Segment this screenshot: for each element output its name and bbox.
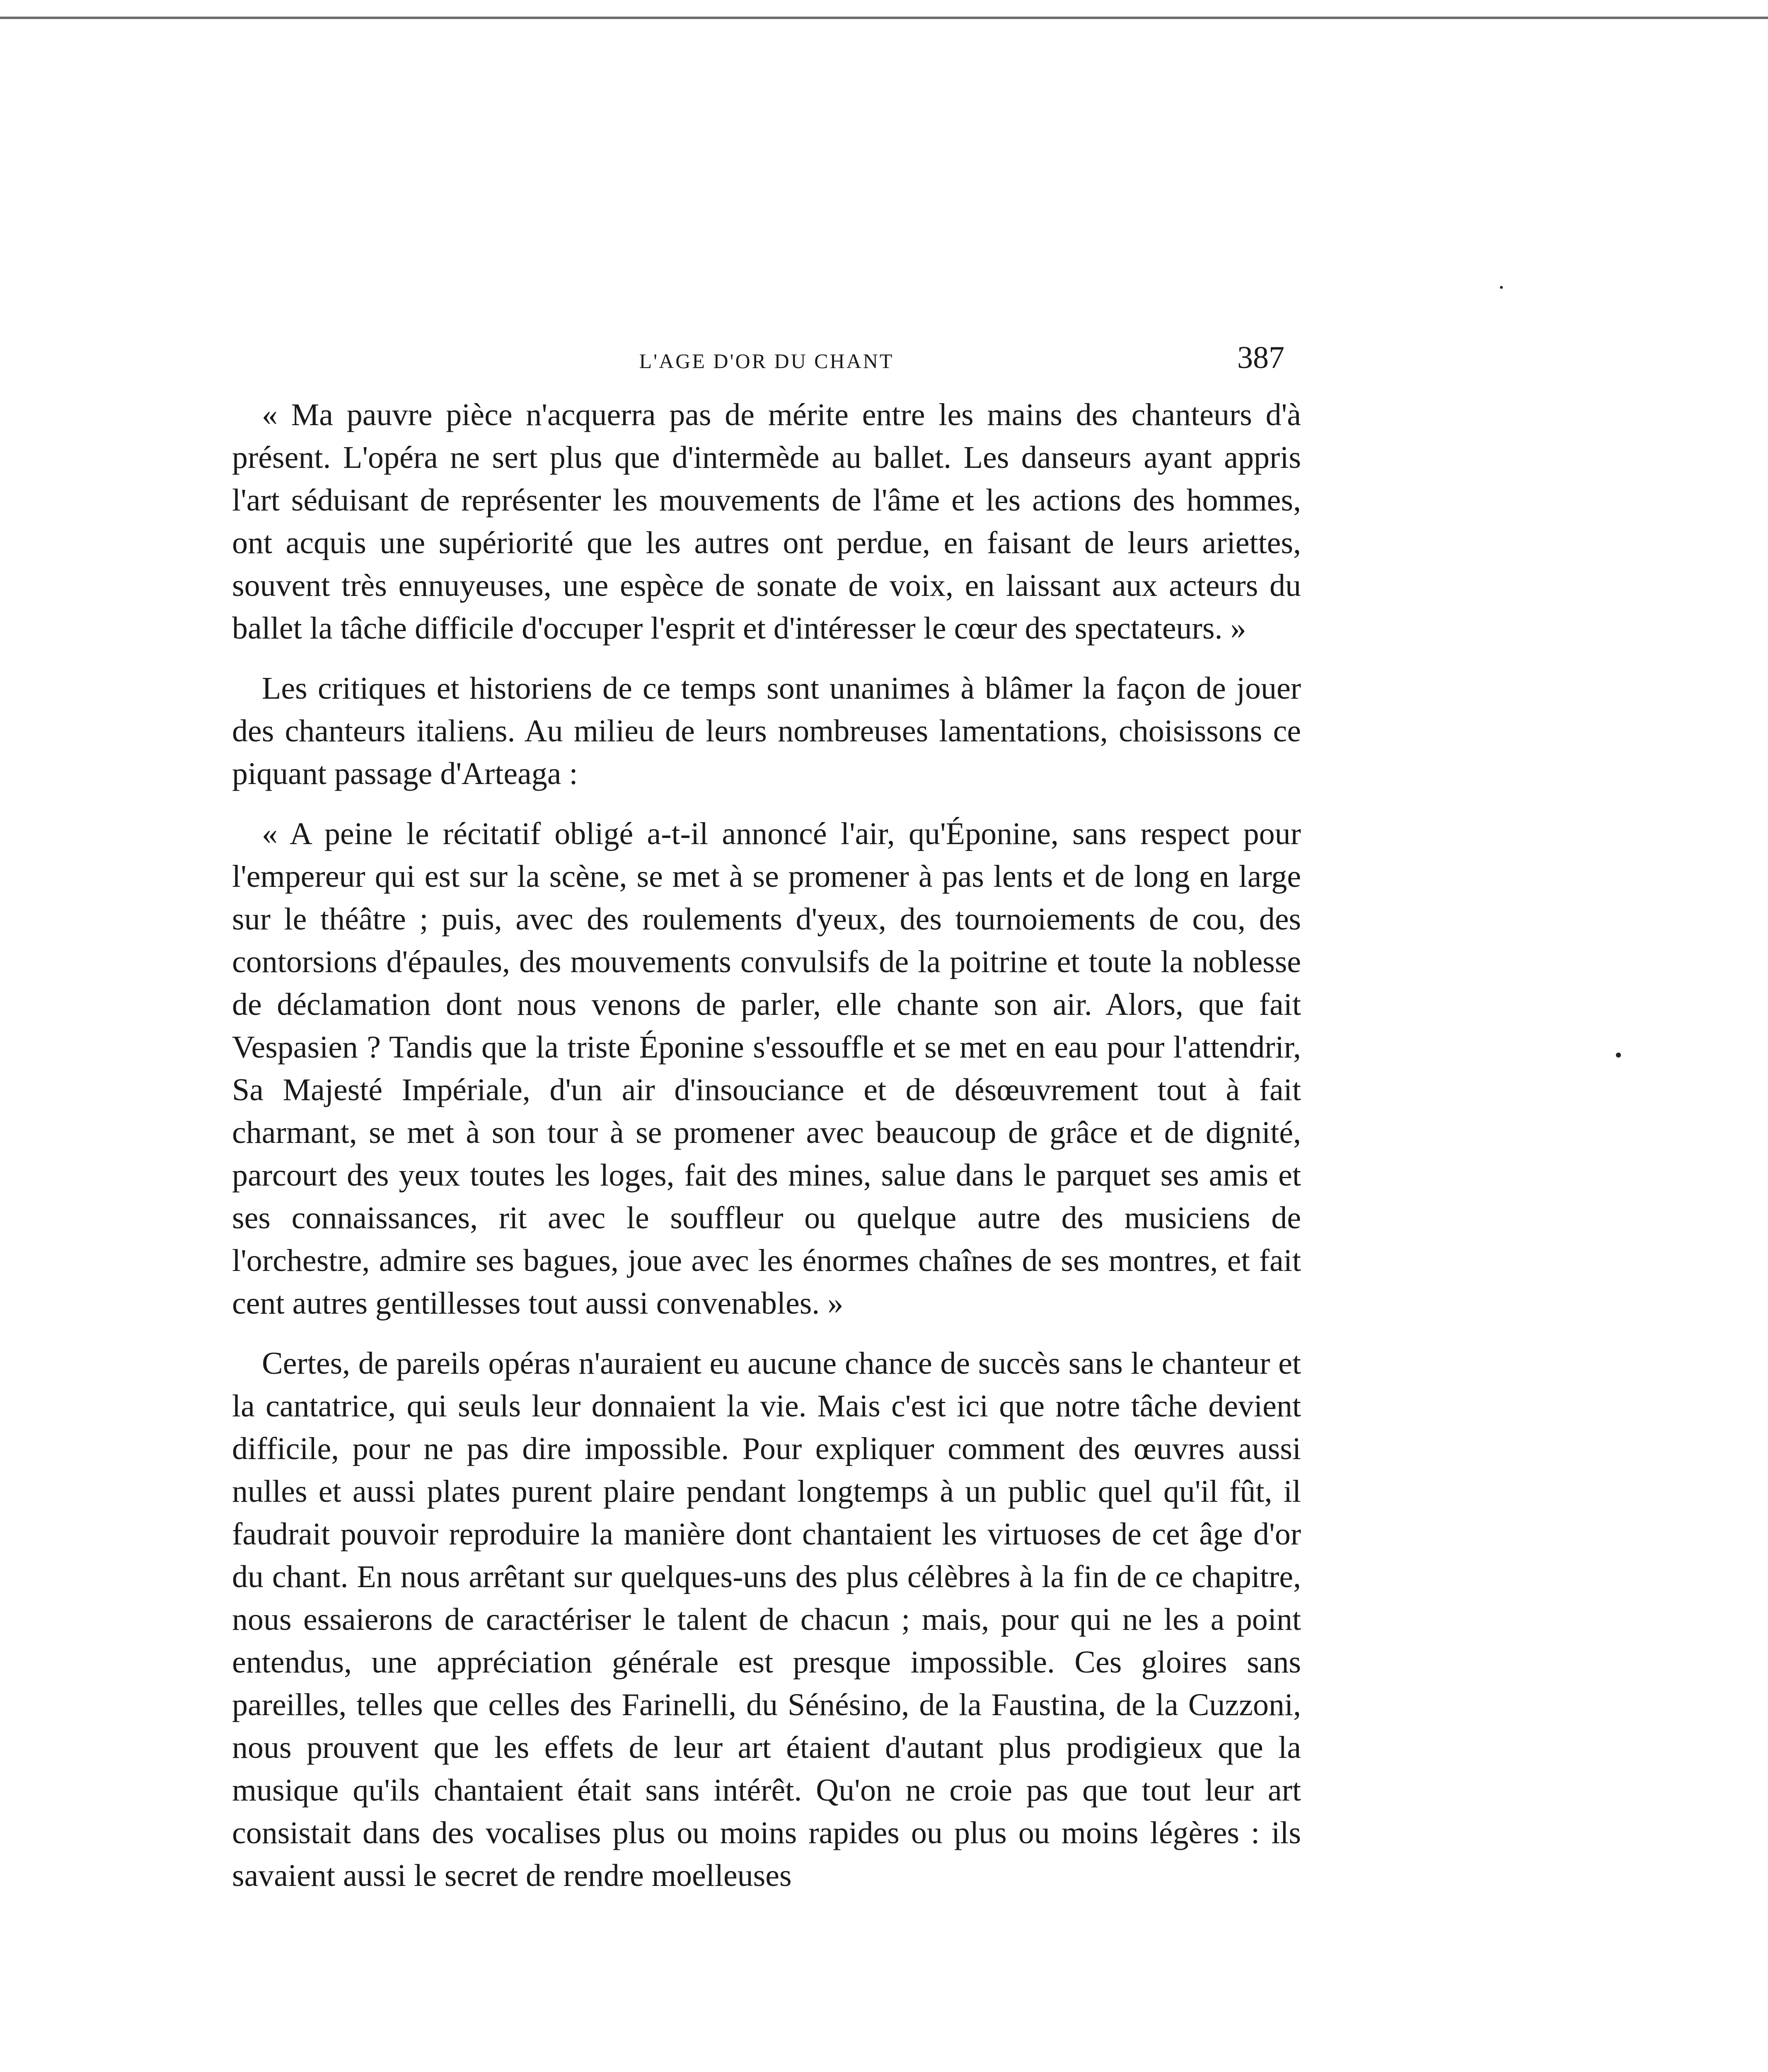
scan-speck bbox=[1500, 286, 1503, 289]
paragraph-critics: Les critiques et historiens de ce temps sont unanimes à blâmer la façon de jouer des chanteurs italiens. Au milieu de leurs nombreuses lamentations, choisissons ce piquant passage d'Arteaga : bbox=[232, 671, 1301, 791]
running-title: L'AGE D'OR DU CHANT bbox=[639, 349, 894, 373]
scan-edge-rule bbox=[0, 17, 1768, 19]
page-number: 387 bbox=[1237, 340, 1284, 375]
paragraph-singers: Certes, de pareils opéras n'auraient eu aucune chance de succès sans le chanteur et la cantatrice, qui seuls leur donnaient la vie. Mais c'est ici que notre tâche devient difficile, pour ne pas dire impossible. Pour expliquer comment des œuvres aussi nulles et aussi plates purent plaire pendant longtemps à un public quel qu'il fût, il faudrait pouvoir reproduire la manière dont chantaient les virtuoses de cet âge d'or du chant. En nous arrêtant sur quelques-uns des plus célèbres à la fin de ce chapitre, nous essaierons de caractériser le talent de chacun ; mais, pour qui ne les a point entendus, une appréciation générale est presque impossible. Ces gloires sans pareilles, telles que celles des Farinelli, du Sénésino, de la Faustina, de la Cuzzoni, nous prouvent que les effets de leur art étaient d'autant plus prodigieux que la musique qu'ils chantaient était sans intérêt. Qu'on ne croie pas que tout leur art consistait dans des vocalises plus ou moins rapides ou plus ou moins légères : ils savaient aussi le secret de rendre moelleuses bbox=[232, 1346, 1301, 1893]
page-header bbox=[232, 340, 1301, 381]
body-text bbox=[232, 394, 1301, 1897]
paragraph-arteaga-quote: « A peine le récitatif obligé a-t-il annoncé l'air, qu'Éponine, sans respect pour l'empereur qui est sur la scène, se met à se promener à pas lents et de long en large sur le théâtre ; puis, avec des roulements d'yeux, des tournoiements de cou, des contorsions d'épaules, des mouvements convulsifs de la poitrine et toute la noblesse de déclamation dont nous venons de parler, elle chante son air. Alors, que fait Vespasien ? Tandis que la triste Éponine s'essouffle et se met en eau pour l'attendrir, Sa Majesté Impériale, d'un air d'insouciance et de désœuvrement tout à fait charmant, se met à son tour à se promener avec beaucoup de grâce et de dignité, parcourt des yeux toutes les loges, fait des mines, salue dans le parquet ses amis et ses connaissances, rit avec le souffleur ou quelque autre des musiciens de l'orchestre, admire ses bagues, joue avec les énormes chaînes de ses montres, et fait cent autres gentillesses tout aussi convenables. » bbox=[232, 816, 1301, 1321]
paragraph-goldoni-quote: « Ma pauvre pièce n'acquerra pas de mérite entre les mains des chanteurs d'à présent. L'opéra ne sert plus que d'intermède au ballet. Les danseurs ayant appris l'art séduisant de représenter les mouvements de l'âme et les actions des hommes, ont acquis une supériorité que les autres ont perdue, en faisant de leurs ariettes, souvent très ennuyeuses, une espèce de sonate de voix, en laissant aux acteurs du ballet la tâche difficile d'occuper l'esprit et d'intéresser le cœur des spectateurs. » bbox=[232, 397, 1301, 646]
book-page bbox=[232, 340, 1301, 1897]
scan-speck bbox=[1616, 1053, 1621, 1058]
